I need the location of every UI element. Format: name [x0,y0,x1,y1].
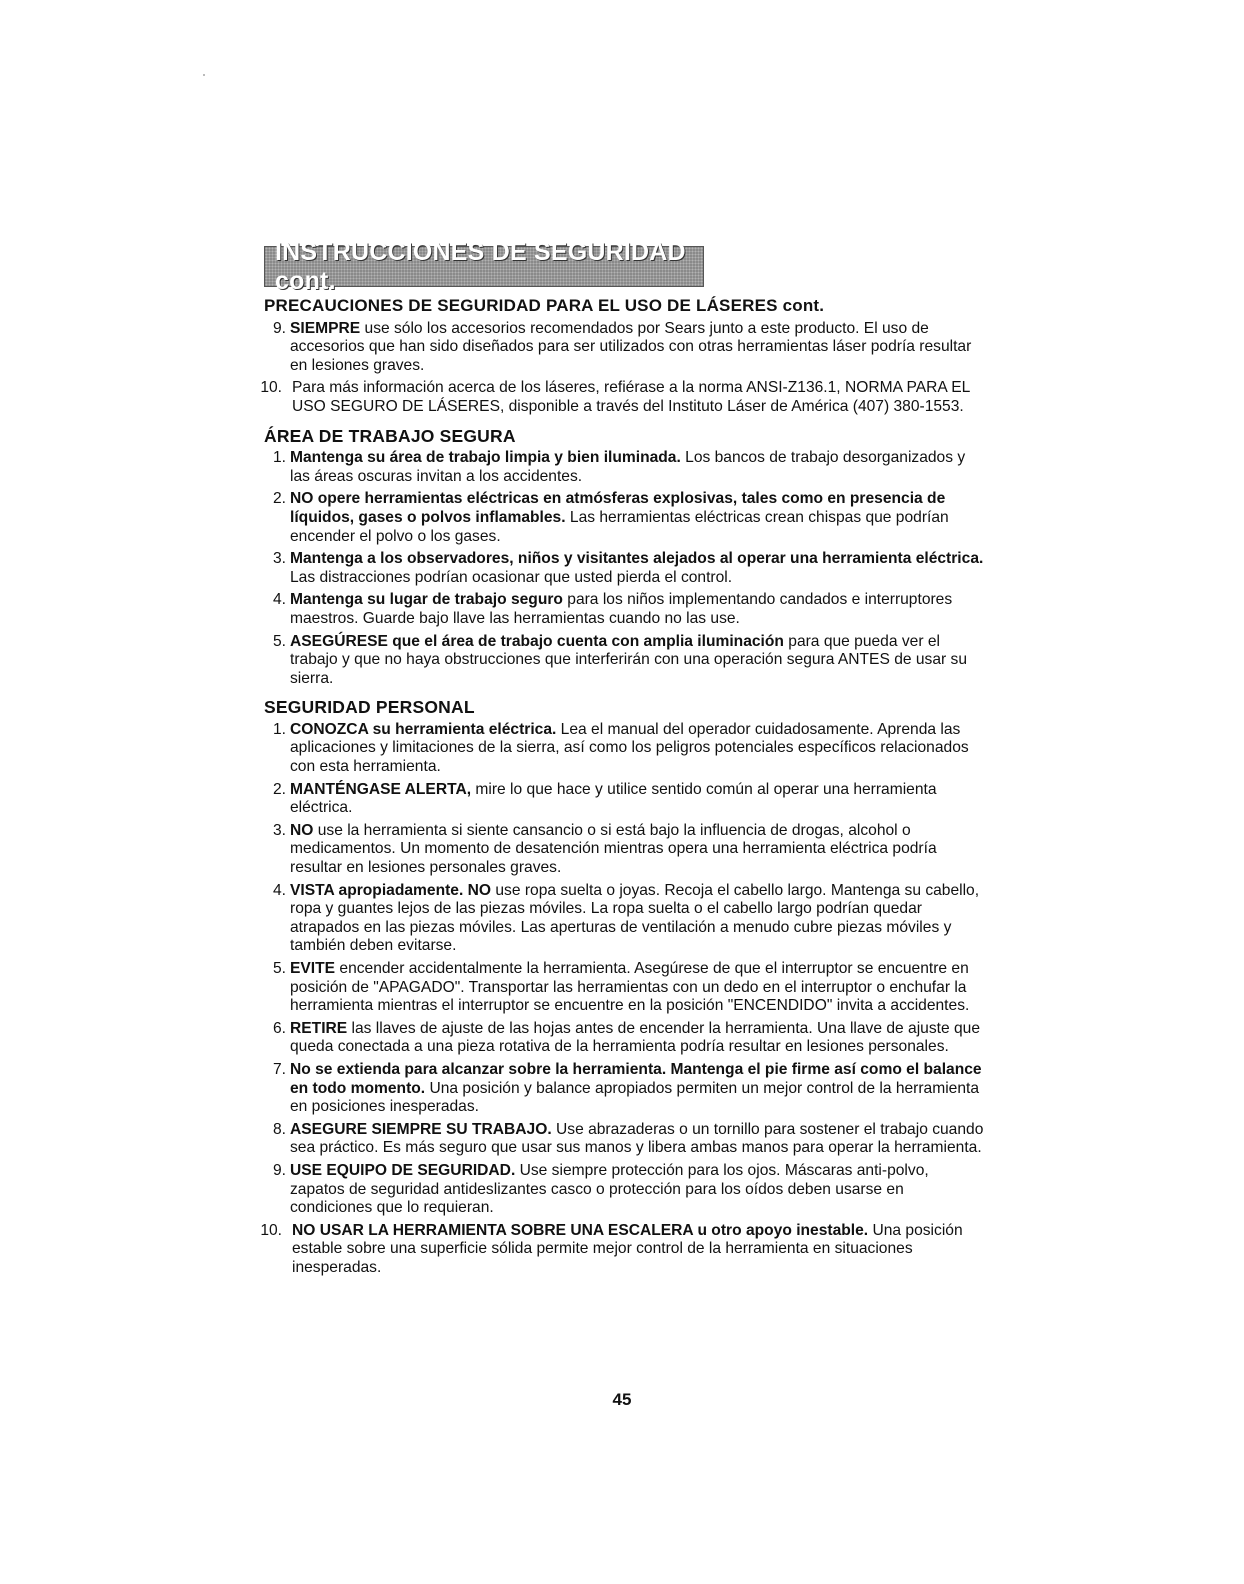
item-number: 5. [272,632,286,650]
item-bold-lead: Mantenga su lugar de trabajo seguro [290,591,563,609]
list-item [264,882,984,956]
item-text: Lea el manual del operador cuidadosamente. Aprenda las aplicaciones y limitaciones de la sierra, así como los peligros potenciales específicos relacionados con esta herramienta. [290,720,969,776]
list-item [264,721,984,777]
item-number: 4. [272,591,286,609]
laser-heading: PRECAUCIONES DE SEGURIDAD PARA EL USO DE LÁSERES cont. [264,296,825,315]
list-item [264,320,984,376]
item-bold-lead: ASEGÚRESE que el área de trabajo cuenta con amplia iluminación [290,632,784,650]
list-item [264,1121,984,1158]
item-number: 5. [272,960,286,977]
item-text: Las herramientas eléctricas crean chispas que podrían encender el polvo o los gases. [290,508,949,545]
banner-title: INSTRUCCIONES DE SEGURIDAD cont. [275,237,686,295]
item-bold-lead: Mantenga su área de trabajo limpia y bien iluminada. [290,449,681,467]
item-bold-lead: Mantenga a los observadores, niños y visitantes alejados al operar una herramienta eléctrica. [290,550,984,568]
item-number: 9. [272,1161,286,1179]
list-item [264,1162,984,1218]
page-number: 45 [612,1390,632,1409]
item-bold-lead: MANTÉNGASE ALERTA, [290,780,472,798]
item-text: Para más información acerca de los láseres, refiérase a la norma ANSI-Z136.1, NORMA PARA EL USO SEGURO DE LÁSERES, disponible a través del Instituto Láser de América (407) 380-1553. [292,379,970,415]
item-number: 6. [272,1019,286,1037]
list-item [260,1221,984,1278]
item-number: 9. [272,319,286,337]
item-bold-lead: NO opere herramientas eléctricas en atmósferas explosivas, tales como en presencia de líquidos, gases o polvos inflamables. [290,490,946,526]
item-number: 1. [272,449,286,467]
item-bold-lead: SIEMPRE [290,319,361,337]
item-text: para los niños implementando candados e interruptores maestros. Guarde bajo llave las herramientas cuando no las use. [290,591,953,627]
item-text: Use abrazaderas o un tornillo para sostener el trabajo cuando sea práctico. Es más seguro que usar sus manos y libera ambas manos para operar la herramienta. [290,1120,984,1157]
personal-heading: SEGURIDAD PERSONAL [264,697,475,718]
item-text: use sólo los accesorios recomendados por Sears junto a este producto. El uso de accesorios que han sido diseñados para ser utilizados con otras herramientas láser podría resultar en lesiones graves. [290,319,972,374]
item-text: use la herramienta si siente cansancio o si está bajo la influencia de drogas, alcohol o medicamentos. Un momento de desatención mientras opera una herramienta eléctrica podría resultar en lesiones personales graves. [290,821,937,877]
item-bold-lead: ASEGURE SIEMPRE SU TRABAJO. [290,1120,552,1138]
item-number: 2. [272,780,286,798]
item-bold-lead: CONOZCA su herramienta eléctrica. [290,720,557,738]
item-bold-lead: NO [290,821,314,839]
item-text: Use siempre protección para los ojos. Máscaras anti-polvo, zapatos de seguridad antideslizantes casco o protección para los oídos deben usarse en condiciones que lo requieran. [290,1161,929,1217]
item-number: 8. [272,1120,286,1138]
list-item [264,822,984,878]
item-text: Las distracciones podrían ocasionar que usted pierda el control. [290,568,733,586]
item-text: encender accidentalmente la herramienta. Asegúrese de que el interruptor se encuentre en posición de "APAGADO". Transportar las herramientas con un dedo en el interruptor o enchufar la herramienta mientras el interruptor se encuentre en la posición "ENCENDIDO" invita a accidentes. [290,960,970,1015]
item-bold-lead: No se extienda para alcanzar sobre la herramienta. Mantenga el pie firme así como el balance en todo momento. [290,1060,982,1097]
item-number: 10. [260,379,282,397]
item-bold-lead: NO USAR LA HERRAMIENTA SOBRE UNA ESCALERA u otro apoyo inestable. [292,1221,869,1239]
page-content [260,296,984,1282]
list-item [260,379,984,416]
list-item [264,960,984,1016]
item-number: 1. [272,720,286,738]
scan-speck [203,74,205,76]
item-number: 3. [272,821,286,839]
work-area-heading: ÁREA DE TRABAJO SEGURA [264,425,516,446]
item-bold-lead: EVITE [290,960,336,977]
item-text: Una posición estable sobre una superficie sólida permite mejor control de la herramienta en situaciones inesperadas. [292,1221,963,1276]
item-text: las llaves de ajuste de las hojas antes de encender la herramienta. Una llave de ajuste que queda conectada a una pieza rotativa de la herramienta podría resultar en lesiones personales. [290,1019,980,1056]
item-bold-lead: RETIRE [290,1019,348,1037]
list-item [264,1020,984,1057]
item-text: Los bancos de trabajo desorganizados y las áreas oscuras invitan a los accidentes. [290,449,966,485]
section-banner [264,237,704,295]
item-text: mire lo que hace y utilice sentido común al operar una herramienta eléctrica. [290,780,937,817]
item-number: 2. [272,490,286,508]
list-item [264,591,984,628]
list-item [264,1061,984,1117]
item-bold-lead: USE EQUIPO DE SEGURIDAD. [290,1161,516,1179]
item-text: para que pueda ver el trabajo y que no haya obstrucciones que interferirán con una operación segura ANTES de usar su sierra. [290,632,968,687]
item-text: Una posición y balance apropiados permiten un mejor control de la herramienta en posiciones inesperadas. [290,1079,980,1116]
list-item [264,781,984,818]
laser-list [260,319,984,417]
personal-list [260,720,984,1278]
list-item [264,633,984,689]
list-item [264,550,984,587]
work-area-list [264,449,984,688]
list-item [264,449,984,486]
item-number: 4. [272,881,286,899]
item-text: use ropa suelta o joyas. Recoja el cabello largo. Mantenga su cabello, ropa y guantes lejos de las piezas móviles. La ropa suelta o el cabello largo podrían quedar atrapados en las piezas móviles. Las aperturas de ventilación a menudo cubre piezas móviles y también deben evitarse. [290,881,980,955]
item-bold-lead: VISTA apropiadamente. NO [290,881,492,899]
item-number: 10. [260,1221,282,1239]
item-number: 3. [272,550,286,568]
list-item [264,490,984,546]
item-number: 7. [272,1060,286,1078]
